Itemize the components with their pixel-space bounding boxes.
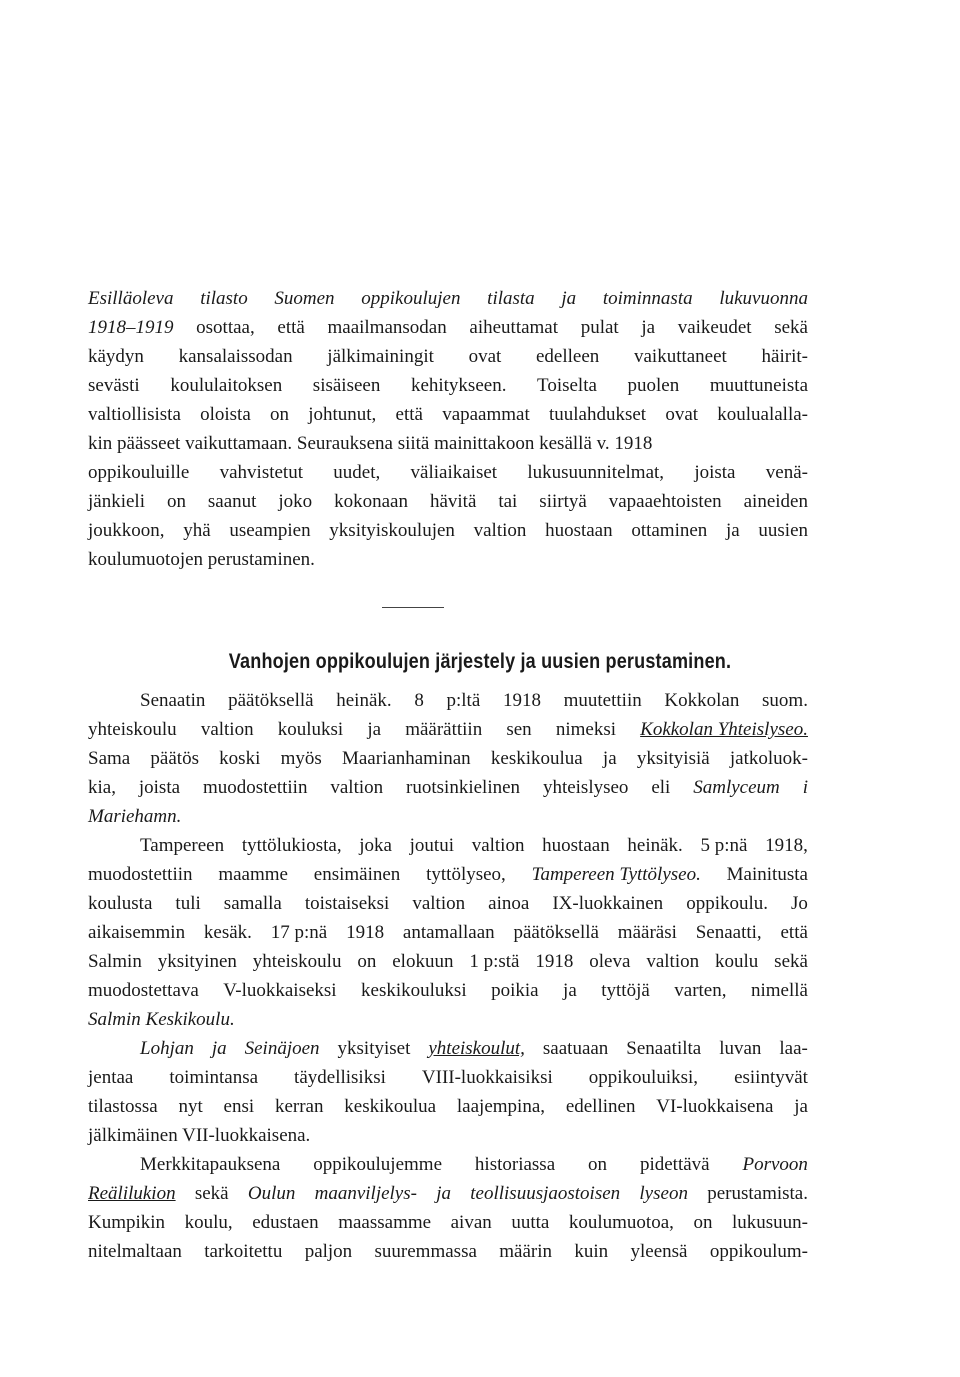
text-word: maamme <box>218 864 288 885</box>
text-word: venä- <box>765 462 808 483</box>
text-word: Reälilukion <box>88 1183 176 1204</box>
text-line <box>88 342 808 371</box>
text-word: sisäiseen <box>312 375 381 396</box>
text-word: päätöksellä <box>228 690 314 711</box>
text-line <box>88 831 808 860</box>
text-word: tyttöjä <box>601 980 650 1001</box>
text-word: osottaa, <box>196 317 255 338</box>
text-word: yleensä <box>630 1241 688 1262</box>
text-line <box>88 976 808 1005</box>
text-word: kouluksi <box>277 719 344 740</box>
text-line <box>88 1208 808 1237</box>
text-word: häirit- <box>761 346 808 367</box>
text-line <box>88 802 808 831</box>
text-word: oppikoulum- <box>709 1241 808 1262</box>
text-word: luvan <box>719 1038 762 1059</box>
text-word: tilasta <box>487 288 535 309</box>
text-word: tuulahdukset <box>548 404 647 425</box>
text-word: Kumpikin <box>88 1212 166 1233</box>
text-line <box>88 947 808 976</box>
text-line <box>88 313 808 342</box>
text-word: ottaminen <box>631 520 708 541</box>
text-word: tilastossa <box>88 1096 158 1117</box>
text-word: Samlyceum <box>693 777 780 798</box>
text-word: Toiselta <box>537 375 597 396</box>
text-word: Mariehamn. <box>88 806 182 827</box>
text-word: suuremmassa <box>374 1241 477 1262</box>
text-word: valtion <box>412 893 466 914</box>
text-word: elokuun <box>392 951 454 972</box>
text-word: vaikeudet <box>677 317 752 338</box>
text-word: oppikouluille <box>88 462 190 483</box>
text-word: 17 p:nä <box>270 922 328 943</box>
text-word: aivan <box>450 1212 492 1233</box>
text-word: aiheuttamat <box>469 317 559 338</box>
text-word: Esilläoleva <box>88 288 174 309</box>
text-line <box>88 1121 808 1150</box>
text-word: että <box>395 404 423 425</box>
text-word: määrättiin <box>405 719 483 740</box>
text-word: jänkieli <box>88 491 145 512</box>
text-word: Porvoon <box>742 1154 808 1175</box>
text-word: ainoa <box>488 893 530 914</box>
text-word: jatkoluok- <box>729 748 808 769</box>
text-line <box>88 1237 808 1266</box>
text-word: kerran <box>274 1096 324 1117</box>
text-line <box>88 545 808 574</box>
text-line <box>88 1150 808 1179</box>
text-word: ovat <box>665 404 699 425</box>
text-word: uudet, <box>333 462 381 483</box>
text-word: esiintyvät <box>734 1067 808 1088</box>
text-word: maassamme <box>338 1212 432 1233</box>
text-line <box>88 400 808 429</box>
text-word: 1918 <box>346 922 385 943</box>
text-word: maanviljelys- <box>314 1183 417 1204</box>
text-word: 1918, <box>765 835 808 856</box>
text-word: yhteislyseo <box>542 777 629 798</box>
text-word: Salmin Keskikoulu. <box>88 1009 235 1030</box>
text-word: joka <box>359 835 392 856</box>
text-word: joutui <box>409 835 454 856</box>
text-word: varten, <box>674 980 727 1001</box>
text-line <box>88 1179 808 1208</box>
text-word: 1918–1919 <box>88 317 174 338</box>
text-word: Kokkolan Yhteislyseo. <box>640 719 808 740</box>
text-word: yhteiskoulu <box>252 951 342 972</box>
text-word: oppikoulujen <box>361 288 461 309</box>
text-word: suom. <box>762 690 808 711</box>
text-word: vapaaehtoisten <box>608 491 722 512</box>
text-word: Seinäjoen <box>244 1038 320 1059</box>
text-word: lyseon <box>639 1183 688 1204</box>
text-word: ensimäinen <box>313 864 401 885</box>
text-word: Senaatti, <box>695 922 762 943</box>
text-word: heinäk. <box>336 690 392 711</box>
text-word: Kokkolan <box>664 690 740 711</box>
text-line <box>88 1092 808 1121</box>
text-word: on <box>166 491 186 512</box>
text-word: lukuvuonna <box>719 288 808 309</box>
text-word: samalla <box>223 893 282 914</box>
text-word: koulumuotojen perustaminen. <box>88 549 315 570</box>
text-word: koulu, <box>184 1212 233 1233</box>
text-word: tarkoitettu <box>204 1241 283 1262</box>
text-word: 8 <box>414 690 424 711</box>
text-word: ruotsinkielinen <box>406 777 521 798</box>
text-word: Mainitusta <box>726 864 808 885</box>
text-word: ja <box>367 719 382 740</box>
text-word: antamallaan <box>402 922 495 943</box>
text-word: Salmin <box>88 951 142 972</box>
text-word: sekä <box>194 1183 229 1204</box>
text-word: sen <box>506 719 532 740</box>
text-word: tyttölukiosta, <box>241 835 342 856</box>
text-line <box>88 715 808 744</box>
text-word: päätöksellä <box>513 922 599 943</box>
text-line <box>88 284 808 313</box>
text-word: laajempina, <box>456 1096 546 1117</box>
text-word: oppikoulujemme <box>313 1154 443 1175</box>
text-word: keskikoulua <box>344 1096 437 1117</box>
text-word: käydyn <box>88 346 144 367</box>
text-word: muuttuneista <box>709 375 808 396</box>
text-word: Tampereen <box>140 835 225 856</box>
text-word: 1 p:stä <box>469 951 520 972</box>
text-word: huostaan <box>545 520 613 541</box>
text-word: nitelmaltaan <box>88 1241 182 1262</box>
text-word: ja <box>641 317 656 338</box>
text-line <box>88 458 808 487</box>
text-word: ja <box>602 748 617 769</box>
text-line <box>88 1063 808 1092</box>
text-word: nyt <box>178 1096 203 1117</box>
section-body <box>88 686 808 1266</box>
text-word: tilasto <box>200 288 248 309</box>
text-line <box>88 1034 808 1063</box>
text-word: valtion <box>471 835 525 856</box>
text-word: teollisuusjaostoisen <box>470 1183 621 1204</box>
text-word: Lohjan <box>140 1038 194 1059</box>
text-word: historiassa <box>474 1154 556 1175</box>
text-word: saatuaan <box>542 1038 609 1059</box>
text-word: oppikoulu. <box>686 893 768 914</box>
text-word: toimintansa <box>169 1067 259 1088</box>
text-word: kokonaan <box>334 491 408 512</box>
text-word: keskikouluksi <box>361 980 467 1001</box>
text-word: että <box>277 317 305 338</box>
text-word: joista <box>694 462 736 483</box>
text-word: koulualalla- <box>717 404 808 425</box>
text-word: 1918 <box>535 951 574 972</box>
text-word: oloista <box>200 404 251 425</box>
text-word: sevästi <box>88 375 140 396</box>
text-word: maailmansodan <box>327 317 447 338</box>
text-line <box>88 889 808 918</box>
text-word: Suomen <box>274 288 335 309</box>
text-line <box>88 516 808 545</box>
text-word: täydellisiksi <box>294 1067 386 1088</box>
text-word: on <box>588 1154 608 1175</box>
text-word: lukusuunnitelmat, <box>527 462 665 483</box>
text-word: Jo <box>791 893 808 914</box>
text-word: myös <box>280 748 322 769</box>
text-word: päätös <box>150 748 199 769</box>
text-word: on <box>357 951 377 972</box>
text-word: johtunut, <box>308 404 377 425</box>
text-word: määrin <box>499 1241 553 1262</box>
text-word: että <box>780 922 808 943</box>
text-word: yhä <box>183 520 211 541</box>
text-word: sekä <box>774 951 808 972</box>
text-word: yksityisiä <box>636 748 710 769</box>
text-word: jentaa <box>88 1067 134 1088</box>
text-word: jälkimainingit <box>327 346 434 367</box>
text-word: koulu <box>715 951 759 972</box>
text-word: aikaisemmin <box>88 922 186 943</box>
text-word: on <box>270 404 289 425</box>
text-word: Senaatin <box>140 690 206 711</box>
text-word: Senaatilta <box>626 1038 702 1059</box>
text-word: VIII-luokkaisiksi <box>421 1067 553 1088</box>
section-heading: Vanhojen oppikoulujen järjestely ja uusien perustaminen. <box>228 650 732 673</box>
text-word: jälkimäinen VII-luokkaisena. <box>88 1125 311 1146</box>
text-word: uusien <box>758 520 808 541</box>
text-word: valtiollisista <box>88 404 181 425</box>
text-line <box>88 860 808 889</box>
text-word: nimellä <box>750 980 808 1001</box>
text-word: paljon <box>304 1241 353 1262</box>
text-line <box>88 429 808 458</box>
text-word: kuin <box>574 1241 609 1262</box>
text-word: tai <box>498 491 518 512</box>
text-line <box>88 371 808 400</box>
text-word: ja <box>561 288 577 309</box>
text-word: pulat <box>580 317 619 338</box>
text-word: lukusuun- <box>732 1212 808 1233</box>
text-word: nimeksi <box>555 719 616 740</box>
text-word: ensi <box>223 1096 255 1117</box>
text-word: koulusta <box>88 893 153 914</box>
text-line <box>88 773 808 802</box>
text-word: yksityiset <box>337 1038 411 1059</box>
text-word: muodostettava <box>88 980 199 1001</box>
text-word: kia, <box>88 777 116 798</box>
text-word: yhteiskoulu <box>88 719 177 740</box>
text-line <box>88 1005 808 1034</box>
text-line <box>88 487 808 516</box>
text-word: tuli <box>175 893 201 914</box>
text-word: uutta <box>511 1212 550 1233</box>
text-word: ja <box>211 1038 227 1059</box>
text-word: V-luokkaiseksi <box>223 980 337 1001</box>
text-line <box>88 918 808 947</box>
text-word: joista <box>138 777 181 798</box>
text-word: joko <box>278 491 313 512</box>
text-word: ja <box>794 1096 808 1117</box>
text-word: heinäk. <box>627 835 683 856</box>
text-word: kesäk. <box>203 922 252 943</box>
text-word: kin päässeet vaikuttamaan. Seurauksena siitä mainittakoon kesällä v. 1918 <box>88 433 653 454</box>
text-word: tyttölyseo, <box>426 864 506 885</box>
text-word: Merkkitapauksena <box>140 1154 281 1175</box>
text-word: kehitykseen. <box>410 375 507 396</box>
text-word: toistaiseksi <box>304 893 390 914</box>
text-word: Tampereen Tyttölyseo. <box>531 864 701 885</box>
text-word: muutettiin <box>563 690 642 711</box>
text-word: ovat <box>468 346 502 367</box>
text-word: 1918 <box>502 690 541 711</box>
text-word: Oulun <box>247 1183 296 1204</box>
text-word: Maarianhaminan <box>341 748 471 769</box>
text-word: valtion <box>200 719 254 740</box>
text-word: muodostettiin <box>88 864 193 885</box>
text-word: aineiden <box>743 491 808 512</box>
text-word: valtion <box>330 777 384 798</box>
text-word: väliaikaiset <box>410 462 498 483</box>
text-word: p:ltä <box>446 690 481 711</box>
text-word: perustamista. <box>707 1183 808 1204</box>
text-word: ja <box>563 980 577 1001</box>
text-word: eli <box>651 777 671 798</box>
intro-paragraph <box>88 284 808 574</box>
text-word: vaikuttaneet <box>633 346 727 367</box>
text-line <box>88 744 808 773</box>
text-word: laa- <box>779 1038 808 1059</box>
text-word: sekä <box>774 317 808 338</box>
text-word: vahvistetut <box>219 462 303 483</box>
text-word: yksityinen <box>157 951 237 972</box>
text-word: edustaen <box>252 1212 319 1233</box>
text-word: hävitä <box>429 491 477 512</box>
text-word: IX-luokkainen <box>552 893 664 914</box>
text-word: siirtyä <box>539 491 587 512</box>
text-word: valtion <box>646 951 700 972</box>
text-word: valtion <box>473 520 527 541</box>
text-word: edelleen <box>536 346 600 367</box>
text-word: yksityiskoulujen <box>329 520 455 541</box>
text-word: koski <box>219 748 261 769</box>
text-word: koulumuotoa, <box>568 1212 674 1233</box>
text-word: koululaitoksen <box>170 375 283 396</box>
text-word: määräsi <box>617 922 677 943</box>
text-word: ja <box>725 520 740 541</box>
text-word: poikia <box>491 980 539 1001</box>
text-word: muodostettiin <box>202 777 308 798</box>
text-word: ja <box>436 1183 451 1204</box>
text-word: edellinen <box>565 1096 636 1117</box>
text-word: joukkoon, <box>88 520 165 541</box>
text-word: VI-luokkaisena <box>656 1096 774 1117</box>
text-word: Sama <box>88 748 131 769</box>
text-word: kansalaissodan <box>178 346 293 367</box>
text-word: saanut <box>207 491 257 512</box>
text-word: yhteiskoulut, <box>428 1038 525 1059</box>
text-word: 5 p:nä <box>700 835 748 856</box>
text-word: toiminnasta <box>602 288 693 309</box>
text-word: useampien <box>229 520 311 541</box>
section-divider <box>382 607 444 608</box>
text-word: keskikoulua <box>490 748 583 769</box>
text-word: huostaan <box>542 835 610 856</box>
text-word: puolen <box>627 375 680 396</box>
text-word: vapaammat <box>442 404 530 425</box>
text-word: i <box>802 777 808 798</box>
text-word: on <box>693 1212 713 1233</box>
text-word: pidettävä <box>639 1154 710 1175</box>
text-word: oleva <box>589 951 631 972</box>
text-line <box>88 686 808 715</box>
text-word: oppikouluiksi, <box>588 1067 699 1088</box>
